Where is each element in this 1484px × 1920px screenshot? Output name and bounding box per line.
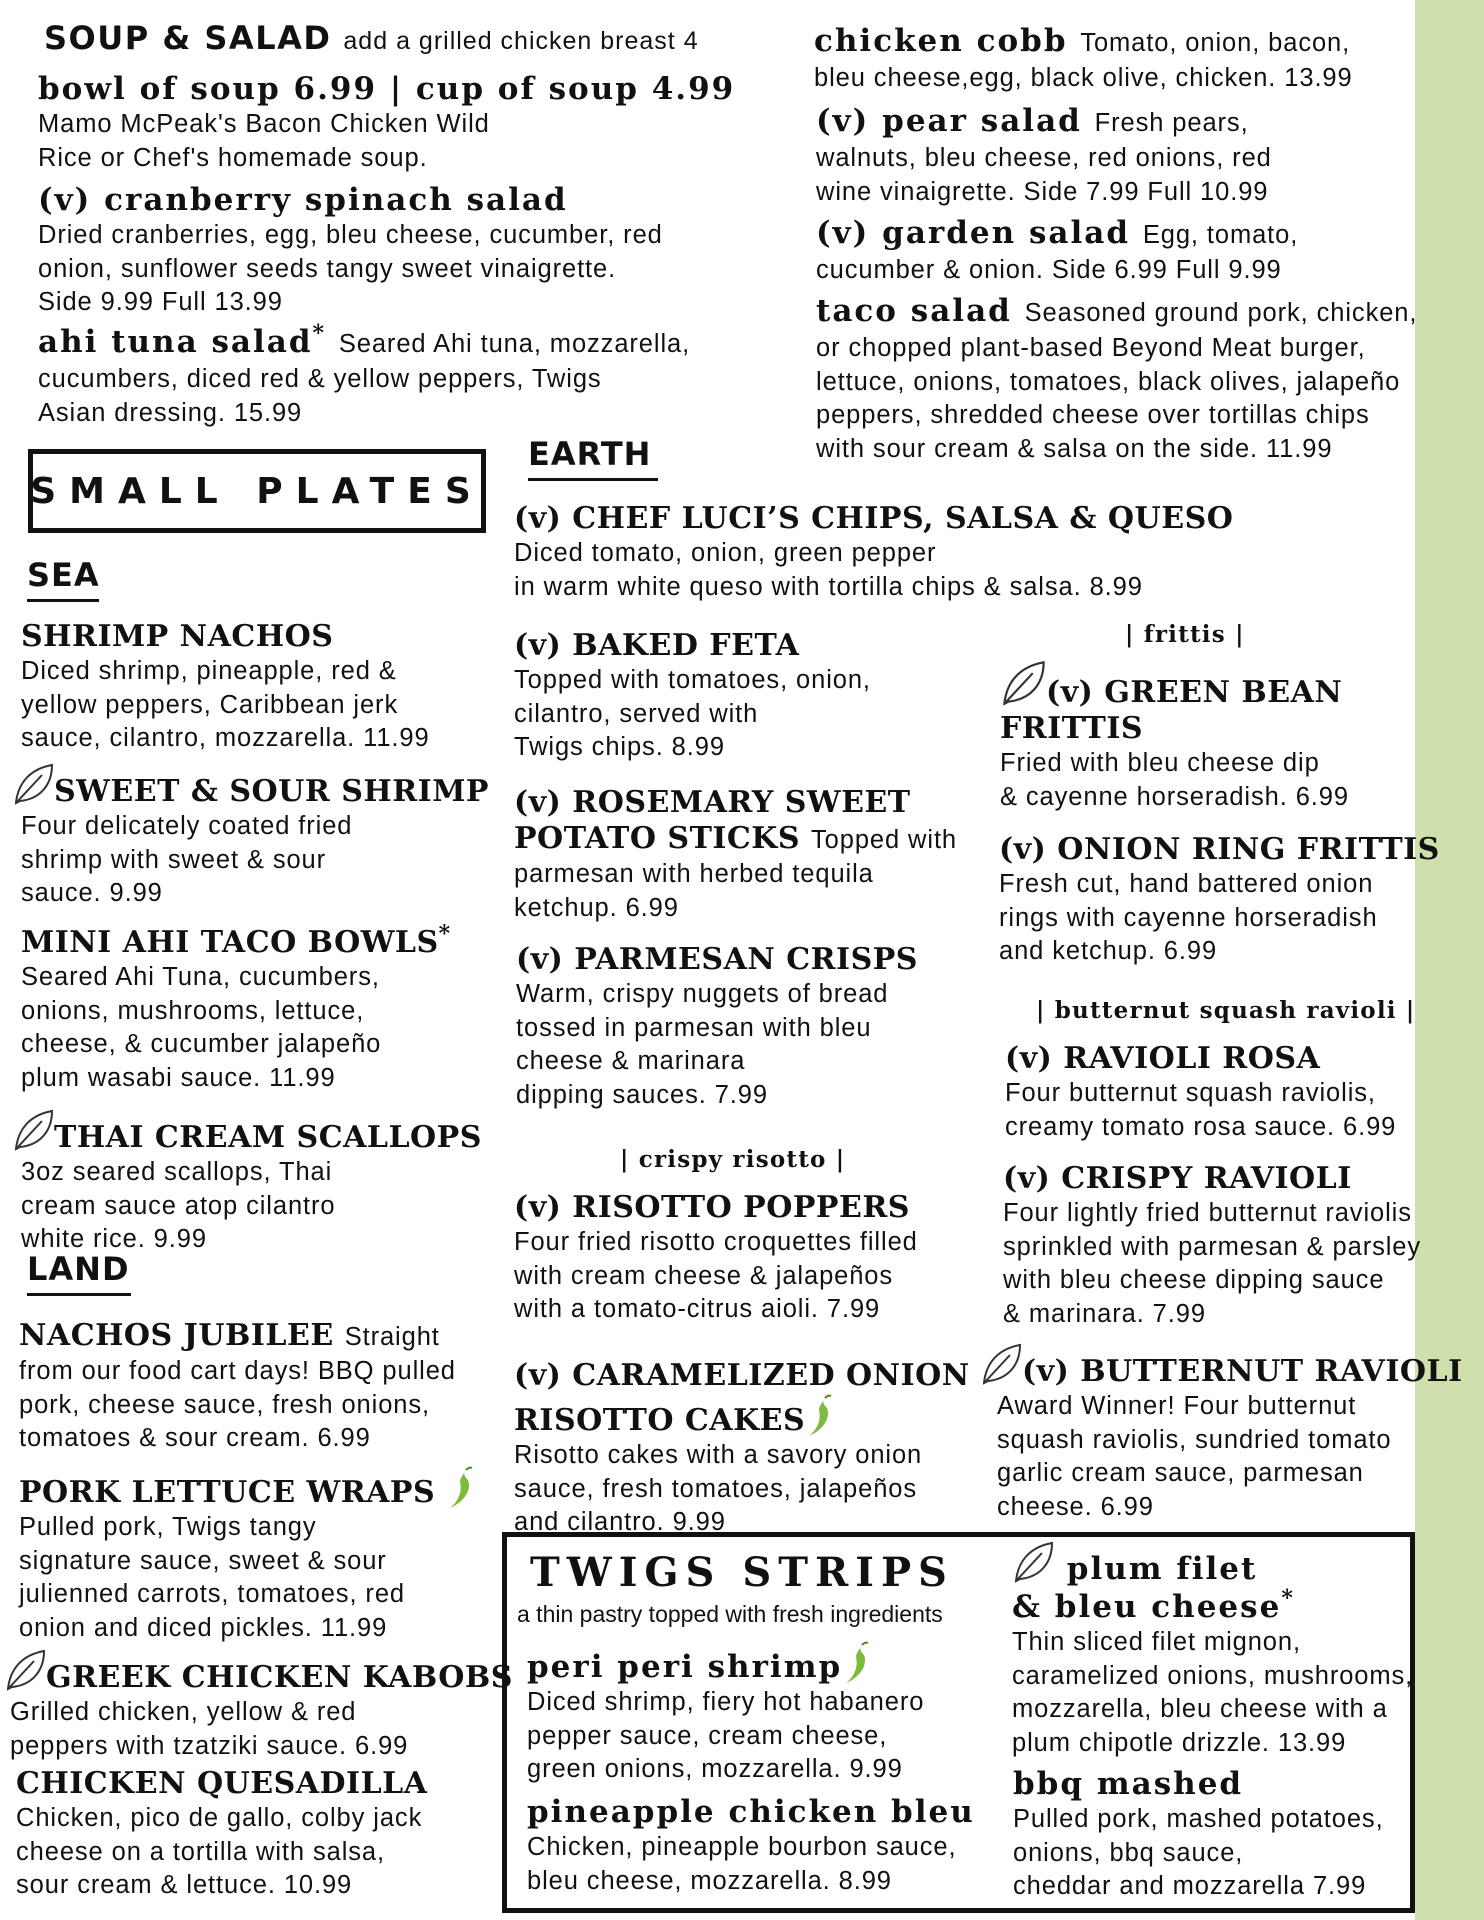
desc-line: Award Winner! Four butternut	[997, 1392, 1357, 1420]
item-name: bbq mashed	[1013, 1766, 1244, 1802]
item-name: taco salad	[816, 293, 1012, 329]
desc-line: sprinkled with parmesan & parsley	[1003, 1232, 1422, 1261]
desc-line: onions, bbq sauce,	[1013, 1838, 1244, 1867]
section-heading: SEA	[27, 555, 99, 602]
desc-line: green onions, mozzarella. 9.99	[527, 1755, 903, 1783]
desc-line: & marinara. 7.99	[1003, 1299, 1206, 1328]
desc-line: mozzarella, bleu cheese with a	[1012, 1695, 1388, 1723]
leaf-icon	[12, 763, 56, 805]
desc-line: ketchup. 6.99	[514, 893, 679, 922]
bbq-mashed-item	[1013, 1765, 1384, 1904]
desc-line: onion and diced pickles. 11.99	[19, 1613, 388, 1642]
desc-line: 3oz seared scallops, Thai	[21, 1158, 333, 1186]
desc-line: cream sauce atop cilantro	[21, 1191, 336, 1220]
desc-line: walnuts, bleu cheese, red onions, red	[816, 144, 1272, 172]
desc-line: Risotto cakes with a savory onion	[514, 1441, 923, 1469]
desc-line: Fresh cut, hand battered onion	[999, 870, 1374, 898]
item-name: GREEK CHICKEN KABOBS	[46, 1660, 513, 1695]
desc-line: with sour cream & salsa on the side. 11.99	[816, 434, 1333, 463]
desc-line: Diced shrimp, pineapple, red &	[21, 657, 397, 685]
item-name: peri peri shrimp	[527, 1649, 843, 1685]
desc-line: Side 9.99 Full 13.99	[38, 288, 283, 316]
leaf-icon	[4, 1649, 48, 1691]
desc-line: tossed in parmesan with bleu	[516, 1013, 872, 1042]
soup-salad-section	[44, 18, 699, 61]
raw-marker: *	[438, 921, 451, 947]
pear-salad-item	[816, 102, 1272, 209]
ahi-tuna-salad-item	[38, 320, 691, 430]
desc-line: Twigs chips. 8.99	[514, 733, 725, 761]
desc-line: wine vinaigrette. Side 7.99 Full 10.99	[816, 177, 1269, 206]
leaf-icon	[980, 1343, 1024, 1385]
item-name: NACHOS JUBILEE	[19, 1318, 334, 1353]
section-heading: LAND	[27, 1249, 131, 1296]
item-name: (v) pear salad	[816, 103, 1082, 139]
desc-line: cheese on a tortilla with salsa,	[16, 1837, 385, 1866]
nachos-jubilee-item	[19, 1318, 456, 1456]
desc-line: onion, sunflower seeds tangy sweet vinaigrette.	[38, 254, 617, 283]
desc-line: peppers, shredded cheese over tortillas chips	[816, 401, 1370, 429]
desc-inline: Seasoned ground pork, chicken,	[1024, 299, 1418, 327]
desc-line: cheese. 6.99	[997, 1492, 1154, 1521]
pineapple-chicken-bleu-item	[527, 1793, 975, 1898]
desc-inline: Egg, tomato,	[1142, 221, 1299, 249]
item-name: plum filet	[1066, 1551, 1258, 1587]
item-name: (v) ROSEMARY SWEET	[514, 785, 911, 820]
desc-line: Grilled chicken, yellow & red	[10, 1698, 357, 1726]
item-name: (v) garden salad	[816, 215, 1131, 251]
rosemary-sweet-potato-item	[514, 785, 957, 925]
desc-line: creamy tomato rosa sauce. 6.99	[1005, 1112, 1397, 1141]
desc-inline: Topped with	[811, 826, 958, 854]
grilled-chicken-addon: add a grilled chicken breast 4	[343, 27, 699, 55]
desc-line: Four lightly fried butternut raviolis	[1003, 1199, 1412, 1227]
mini-ahi-taco-bowls-item	[21, 921, 451, 1095]
desc-line: Chicken, pineapple bourbon sauce,	[527, 1833, 957, 1861]
desc-line: and cilantro. 9.99	[514, 1508, 726, 1536]
item-name: (v) GREEN BEAN	[1046, 675, 1343, 710]
desc-line: or chopped plant-based Beyond Meat burger,	[816, 334, 1366, 362]
desc-line: Seared Ahi Tuna, cucumbers,	[21, 963, 380, 991]
item-name: CHICKEN QUESADILLA	[16, 1766, 428, 1801]
pork-lettuce-wraps-item	[19, 1466, 476, 1645]
peri-peri-shrimp-item	[527, 1641, 924, 1787]
desc-line: yellow peppers, Caribbean jerk	[21, 690, 399, 719]
land-header	[27, 1249, 131, 1296]
item-name: pineapple chicken bleu	[527, 1794, 975, 1830]
desc-inline: Tomato, onion, bacon,	[1080, 29, 1351, 57]
leaf-icon	[12, 1109, 56, 1151]
taco-salad-item	[816, 292, 1417, 466]
desc-line: peppers with tzatziki sauce. 6.99	[10, 1731, 409, 1760]
desc-line: cheese & marinara	[516, 1047, 746, 1075]
desc-line: Four butternut squash raviolis,	[1005, 1079, 1376, 1107]
onion-ring-frittis-item	[999, 832, 1440, 969]
soup-prices: bowl of soup 6.99 | cup of soup 4.99	[38, 71, 736, 107]
desc-line: sauce. 9.99	[21, 879, 163, 907]
desc-line: Dried cranberries, egg, bleu cheese, cucumber, red	[38, 221, 663, 249]
chicken-cobb-item	[814, 22, 1353, 96]
desc-line: cucumber & onion. Side 6.99 Full 9.99	[816, 256, 1282, 284]
desc-line: white rice. 9.99	[21, 1225, 207, 1253]
cranberry-salad-item	[38, 181, 663, 320]
desc-line: and ketchup. 6.99	[999, 937, 1218, 965]
item-name: (v) cranberry spinach salad	[38, 182, 568, 218]
desc-line: cheese, & cucumber jalapeño	[21, 1030, 382, 1058]
desc-inline: Straight	[344, 1323, 440, 1351]
desc-line: cheddar and mozzarella 7.99	[1013, 1872, 1367, 1900]
desc-line: pepper sauce, cream cheese,	[527, 1721, 888, 1750]
desc-line: onions, mushrooms, lettuce,	[21, 996, 365, 1025]
desc-line: Asian dressing. 15.99	[38, 398, 303, 427]
desc-line: lettuce, onions, tomatoes, black olives, jalapeño	[816, 367, 1401, 396]
desc-line: tomatoes & sour cream. 6.99	[19, 1424, 371, 1452]
crispy-risotto-subheading: | crispy risotto |	[620, 1146, 846, 1173]
item-name: (v) CHEF LUCI’S CHIPS, SALSA & QUESO	[514, 501, 1234, 536]
desc-line: Diced tomato, onion, green pepper	[514, 539, 937, 567]
desc-line: with cream cheese & jalapeños	[514, 1261, 894, 1290]
sea-header	[27, 555, 99, 602]
desc-line: Topped with tomatoes, onion,	[514, 666, 871, 694]
plum-filet-bleu-cheese-item	[1012, 1541, 1413, 1760]
item-name: (v) ONION RING FRITTIS	[999, 832, 1440, 867]
item-name: (v) RISOTTO POPPERS	[514, 1190, 910, 1225]
pepper-icon	[446, 1466, 476, 1510]
leaf-icon	[1012, 1541, 1056, 1583]
leaf-icon	[1000, 660, 1048, 706]
item-name: (v) CARAMELIZED ONION	[514, 1358, 970, 1393]
chef-lucis-chips-item	[514, 501, 1233, 604]
section-heading: EARTH	[528, 434, 658, 481]
soup-salad-header: SOUP & SALAD add a grilled chicken breast 4	[44, 19, 699, 57]
ravioli-rosa-item	[1005, 1041, 1396, 1144]
desc-line: cilantro, served with	[514, 699, 759, 728]
frittis-subheading: | frittis |	[1125, 621, 1245, 648]
twigs-strips-subtitle: a thin pastry topped with fresh ingredients	[517, 1601, 943, 1627]
desc-line: plum chipotle drizzle. 13.99	[1012, 1728, 1347, 1757]
desc-line: from our food cart days! BBQ pulled	[19, 1357, 456, 1385]
item-name: chicken cobb	[814, 23, 1068, 59]
small-plates-title: SMALL PLATES	[30, 470, 484, 512]
desc-line: Pulled pork, mashed potatoes,	[1013, 1805, 1384, 1833]
item-name: THAI CREAM SCALLOPS	[54, 1120, 482, 1155]
sweet-sour-shrimp-item	[12, 763, 489, 911]
desc-line: with a tomato-citrus aioli. 7.99	[514, 1295, 881, 1323]
desc-line: Chicken, pico de gallo, colby jack	[16, 1804, 423, 1832]
desc-line: & cayenne horseradish. 6.99	[1000, 782, 1349, 811]
garden-salad-item	[816, 214, 1298, 288]
caramelized-onion-risotto-cakes-item	[514, 1358, 970, 1540]
pepper-icon	[805, 1394, 835, 1438]
desc-inline: Fresh pears,	[1094, 109, 1249, 137]
baked-feta-item	[514, 628, 871, 765]
desc-inline: Seared Ahi tuna, mozzarella,	[338, 330, 691, 358]
desc-line: Mamo McPeak's Bacon Chicken Wild	[38, 110, 490, 138]
item-name: SHRIMP NACHOS	[21, 619, 334, 654]
item-name: (v) CRISPY RAVIOLI	[1003, 1161, 1352, 1196]
desc-line: cucumbers, diced red & yellow peppers, Twigs	[38, 365, 602, 393]
desc-line: signature sauce, sweet & sour	[19, 1546, 387, 1575]
desc-line: squash raviolis, sundried tomato	[997, 1425, 1392, 1454]
item-name: ahi tuna salad	[38, 324, 313, 360]
chicken-quesadilla-item	[16, 1766, 428, 1903]
pepper-icon	[842, 1641, 872, 1685]
item-name: PORK LETTUCE WRAPS	[19, 1475, 436, 1510]
desc-line: bleu cheese, mozzarella. 8.99	[527, 1866, 892, 1895]
small-plates-title-box	[28, 449, 486, 533]
raw-marker: *	[312, 320, 327, 347]
desc-line: Fried with bleu cheese dip	[1000, 749, 1320, 777]
risotto-poppers-item	[514, 1190, 918, 1327]
desc-line: in warm white queso with tortilla chips & salsa. 8.99	[514, 572, 1143, 601]
desc-line: with bleu cheese dipping sauce	[1003, 1266, 1385, 1294]
desc-line: garlic cream sauce, parmesan	[997, 1459, 1364, 1487]
desc-line: Four delicately coated fried	[21, 812, 353, 840]
desc-line: Pulled pork, Twigs tangy	[19, 1513, 317, 1541]
item-name: FRITTIS	[1000, 711, 1144, 746]
desc-line: sour cream & lettuce. 10.99	[16, 1871, 353, 1899]
item-name: RISOTTO CAKES	[514, 1403, 806, 1438]
desc-line: parmesan with herbed tequila	[514, 860, 874, 888]
desc-line: Four fried risotto croquettes filled	[514, 1228, 918, 1256]
item-name: (v) BUTTERNUT RAVIOLI	[1022, 1354, 1463, 1389]
parmesan-crisps-item	[516, 942, 918, 1112]
desc-line: shrimp with sweet & sour	[21, 845, 327, 874]
earth-header	[528, 434, 658, 481]
item-name: MINI AHI TACO BOWLS	[21, 925, 439, 960]
desc-line: Warm, crispy nuggets of bread	[516, 980, 889, 1008]
shrimp-nachos-item	[21, 619, 430, 756]
item-name: & bleu cheese	[1012, 1589, 1282, 1625]
desc-line: sauce, fresh tomatoes, jalapeños	[514, 1474, 918, 1503]
item-name: SWEET & SOUR SHRIMP	[54, 774, 489, 809]
item-name: POTATO STICKS	[514, 821, 801, 856]
desc-line: rings with cayenne horseradish	[999, 903, 1378, 932]
desc-line: sauce, cilantro, mozzarella. 11.99	[21, 724, 430, 752]
item-name: (v) PARMESAN CRISPS	[516, 942, 918, 977]
raw-marker: *	[1281, 1585, 1295, 1612]
desc-line: dipping sauces. 7.99	[516, 1080, 768, 1109]
butternut-ravioli-item	[980, 1343, 1463, 1524]
desc-line: Rice or Chef's homemade soup.	[38, 143, 428, 172]
desc-line: caramelized onions, mushrooms,	[1012, 1661, 1414, 1690]
twigs-strips-title: TWIGS STRIPS	[530, 1549, 954, 1596]
desc-line: pork, cheese sauce, fresh onions,	[19, 1390, 431, 1419]
greek-chicken-kabobs-item	[4, 1649, 513, 1763]
desc-line: bleu cheese,egg, black olive, chicken. 13.99	[814, 64, 1353, 92]
crispy-ravioli-item	[1003, 1161, 1421, 1331]
desc-line: Diced shrimp, fiery hot habanero	[527, 1688, 925, 1716]
desc-line: plum wasabi sauce. 11.99	[21, 1063, 336, 1092]
item-name: (v) RAVIOLI ROSA	[1005, 1041, 1321, 1076]
desc-line: Thin sliced filet mignon,	[1012, 1628, 1301, 1656]
soup-item	[38, 70, 735, 175]
green-bean-frittis-item	[1000, 660, 1349, 814]
butternut-squash-ravioli-subheading: | butternut squash ravioli |	[1036, 997, 1416, 1024]
thai-cream-scallops-item	[12, 1109, 482, 1257]
item-name: (v) BAKED FETA	[514, 628, 800, 663]
desc-line: julienned carrots, tomatoes, red	[19, 1580, 405, 1608]
